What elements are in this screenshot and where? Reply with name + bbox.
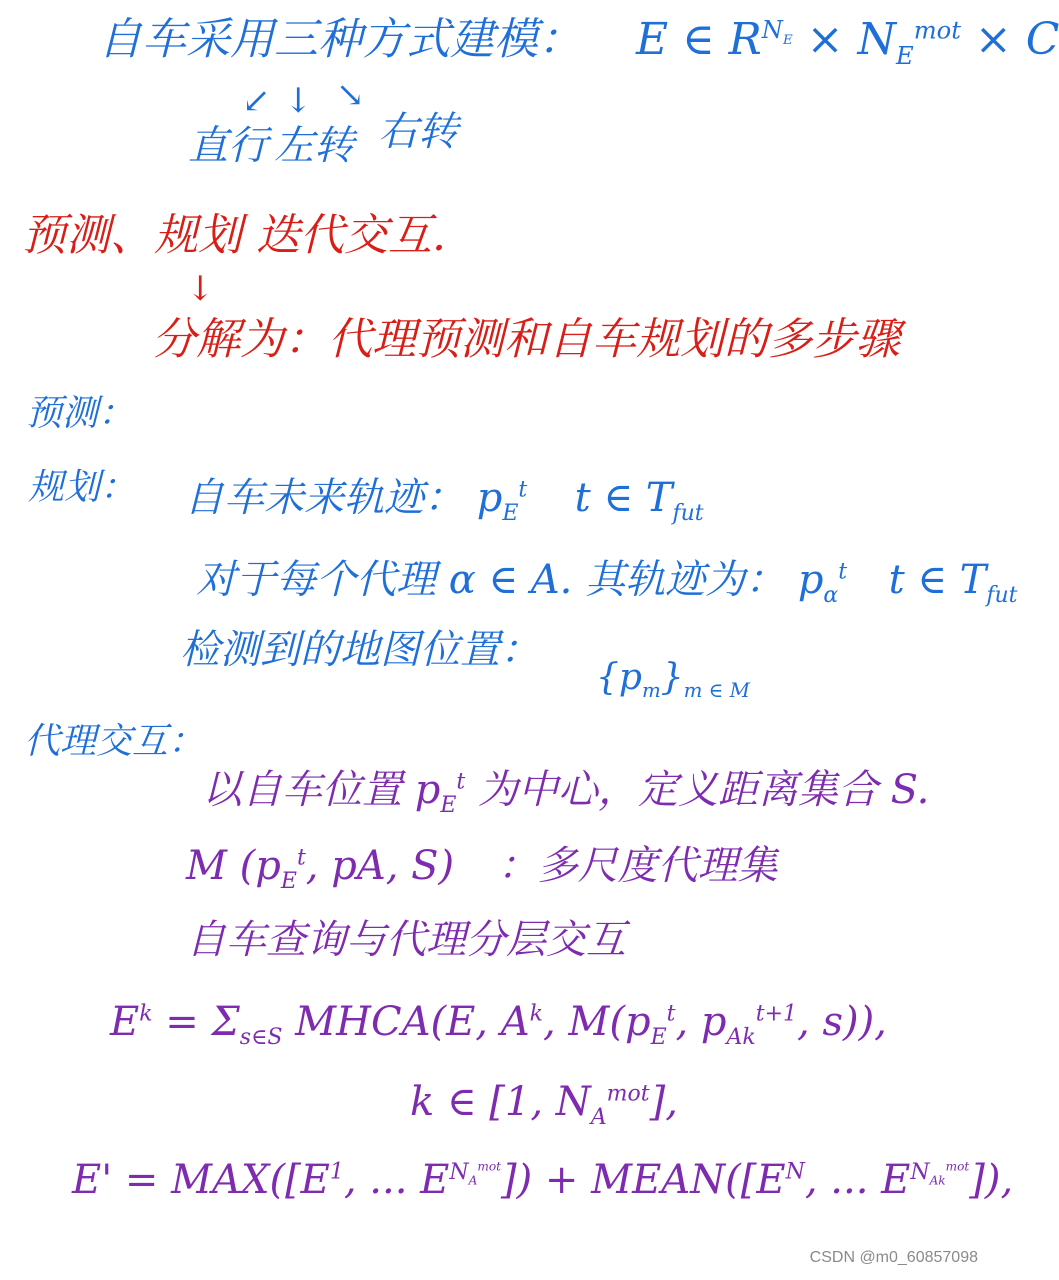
csdn-watermark: CSDN @m0_60857098 bbox=[809, 1249, 978, 1266]
section-pred-plan: 预测、规划 迭代交互. bbox=[22, 210, 446, 261]
section-agent-interaction: 代理交互： bbox=[24, 721, 205, 762]
mode-left: 左转 bbox=[274, 123, 354, 169]
modes-formula: E ∈ $R^{N_E} \times N_E^{mot} \times C$ bbox=[636, 14, 1059, 70]
ek-formula: $E^k = \Sigma_{s\in S}$ MHCA(E, $A^k$, $M(p_E^t$, $p_{Ak}^{t+1}$, s)), bbox=[110, 999, 887, 1050]
interaction-center: 以自车位置 $p_E^t$ 为中心，定义距离集合 S. bbox=[202, 767, 930, 818]
k-range: k ∈ [1, $N_A^{mot}$], bbox=[410, 1079, 678, 1130]
section-planning: 规划： bbox=[28, 467, 137, 508]
mode-right: 右转 bbox=[378, 109, 458, 155]
modes-heading: 自车采用三种方式建模： bbox=[98, 14, 582, 65]
planning-map-positions: 检测到的地图位置： bbox=[180, 627, 540, 673]
arrow-right-icon: ↘ bbox=[336, 75, 365, 115]
arrow-down-icon: ↓ bbox=[186, 269, 215, 309]
interaction-multiscale: M ($p_E^t$, pA, S) ：多尺度代理集 bbox=[186, 843, 778, 894]
arrow-left-icon: ↓ bbox=[284, 81, 313, 121]
pred-plan-decompose: 分解为：代理预测和自车规划的多步骤 bbox=[152, 314, 900, 365]
modes-heading-line bbox=[98, 14, 1059, 70]
arrow-straight-icon: ↙ bbox=[242, 81, 271, 121]
planning-ego-trajectory: 自车未来轨迹： $p_E^t$ t ∈ $T_{fut}$ bbox=[184, 475, 704, 526]
section-prediction: 预测： bbox=[26, 393, 135, 434]
planning-map-formula: $\{p_m\}_{m \in M}$ bbox=[596, 657, 750, 703]
eprime-formula: $E' = MAX([E^1$, ... $E^{N_A^{mot}}$]) + $MEAN([E^N$, ... $E^{N_{Ak}^{mot}}$]), bbox=[72, 1157, 1014, 1203]
mode-straight: 直行 bbox=[188, 123, 268, 169]
planning-agent-trajectory: 对于每个代理 α ∈ A. 其轨迹为： $p_\alpha^t$ t ∈ $T_{fut}$ bbox=[196, 557, 1018, 608]
interaction-query: 自车查询与代理分层交互 bbox=[186, 917, 626, 963]
